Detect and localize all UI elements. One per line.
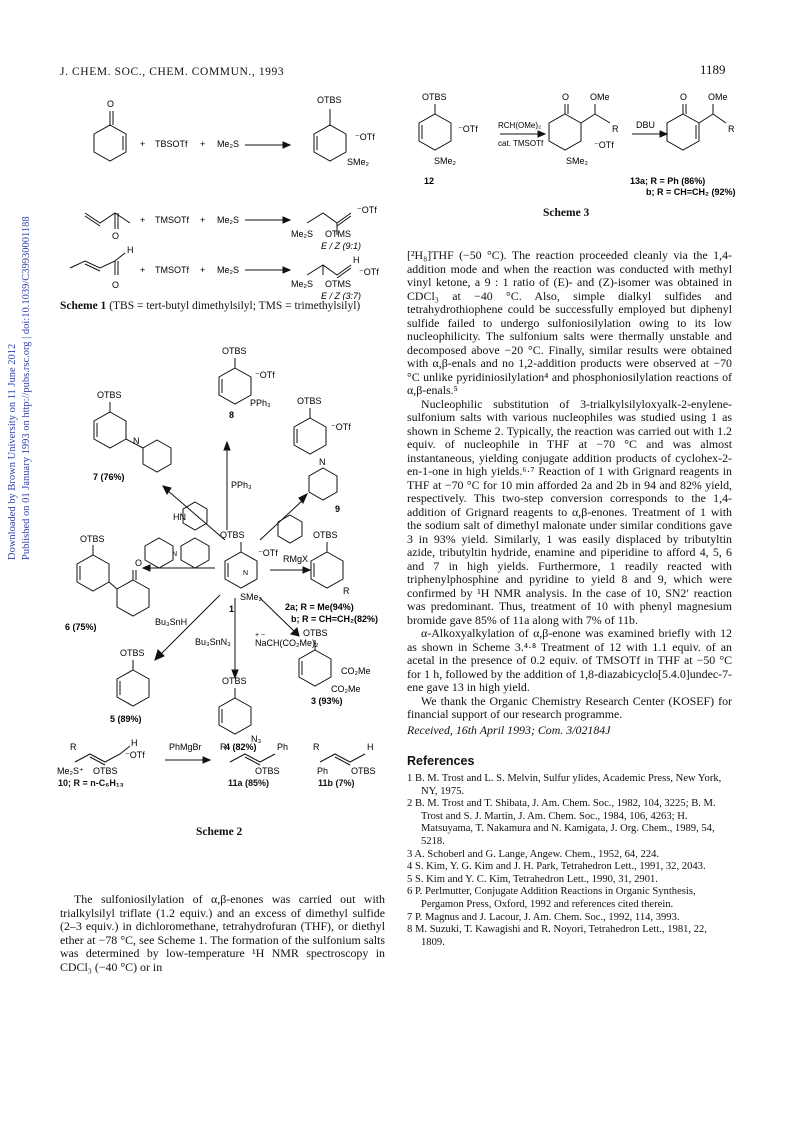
s2-c3-co2me-b: CO₂Me <box>331 684 361 694</box>
s2-c2-otbs: OTBS <box>313 530 338 540</box>
left-paragraph: The sulfoniosilylation of α,β-enones was carried out with trialkylsilyl triflate (1.2 equiv.) and an excess of dimethyl sulfide (2–3 equiv.) in dichloromethane, tetrahydrofuran (THF), or diethyl ether at −78 °C, see Scheme 1. The formation of the sulfonium salts was determined by low-temperature ¹H NMR spectroscopy in CDCl₃ (−40 °C) or in <box>60 892 385 974</box>
s2-c8-otf: ⁻OTf <box>255 370 275 380</box>
received-line: Received, 16th April 1993; Com. 3/02184J <box>407 723 611 737</box>
s2-pyridine-n: N <box>243 570 249 577</box>
s2-c4-otbs: OTBS <box>222 676 247 686</box>
s1-r3-plus1: + <box>140 265 146 275</box>
s1-r1-reagent: TBSOTf <box>155 139 188 149</box>
s3-ome1: OMe <box>590 92 610 102</box>
s2-c6-label: 6 (75%) <box>65 622 97 632</box>
scheme-1-caption-text: (TBS = tert-butyl dimethylsilyl; TMS = trimethylsilyl) <box>109 300 361 312</box>
right-paragraph-1: [²H₈]THF (−50 °C). The reaction proceeded cleanly via the 1,4-addition mode and when the reaction was conducted with methyl vinyl ketone, a 9 : 1 ratio of (E)- and (Z)-isomer was obtained in CDCl₃ at −40 °C. Also, simple dialkyl sulfides and tetrahydrothiophene could be successfully employed but diphenyl sulfide failed to undergo sulfoniosilylation owing to its low nucleophilicity. The sulfonium salts were thermally unstable and decomposed above −20 °C. Finally, similar results were obtained with α,β-enals and no 1,2-addition products were observed at −70 °C unlike pyridiniosilylation⁴ and phosphoniosilylation reactions of α,β-enals.⁵ <box>407 248 732 397</box>
s2-c2-label-b: b; R = CH=CH₂(82%) <box>291 614 379 624</box>
reference-item: 1 B. M. Trost and L. S. Melvin, Sulfur ylides, Academic Press, New York, NY, 1975. <box>407 773 722 797</box>
s2-c3-charge: + − <box>255 632 266 639</box>
s2-label-11a: 11a (85%) <box>228 778 270 788</box>
s2-b-otbs3: OTBS <box>351 766 376 775</box>
s2-c2-label-a: 2a; R = Me(94%) <box>285 602 354 612</box>
s3-o1: O <box>562 92 570 102</box>
s1-r3-ratio: E / Z (3:7) <box>321 291 362 300</box>
s3-otf: ⁻OTf <box>458 124 478 134</box>
s2-b-r: R <box>70 742 77 752</box>
scheme-2-caption: Scheme 2 <box>196 826 243 838</box>
s2-b-otf: ⁻OTf <box>125 750 145 760</box>
s2-c3-reagent: NaCH(CO₂Me)₂ <box>255 638 319 648</box>
s2-b-r3: R <box>313 742 320 752</box>
s2-c3-otbs: OTBS <box>303 628 328 638</box>
s1-r1-plus2: + <box>200 139 206 149</box>
s2-c5-reagent: Bu₃SnH <box>155 617 188 627</box>
s2-c7-reagent: HN <box>173 512 186 522</box>
s3-num12: 12 <box>424 176 435 186</box>
s2-c5-otbs: OTBS <box>120 648 145 658</box>
scheme-3-diagram <box>410 82 740 197</box>
reference-item: 5 S. Kim and Y. C. Kim, Tetrahedron Lett., 1990, 31, 2901. <box>407 873 658 885</box>
s2-c4-reagent: Bu₃SnN₃ <box>195 637 231 647</box>
s2-b-h2: H <box>367 742 374 752</box>
right-paragraph-4: We thank the Organic Chemistry Research Center (KOSEF) for financial support of our research programme. <box>407 693 732 721</box>
s2-b-ph2: Ph <box>317 766 329 775</box>
s2-label-10: 10; R = n-C₆H₁₃ <box>58 778 124 788</box>
s1-r1-otf: ⁻OTf <box>355 132 375 142</box>
scheme-1-label: Scheme 1 <box>60 300 107 312</box>
s1-r1-sme2: SMe₂ <box>347 157 369 167</box>
s2-c9-otbs: OTBS <box>297 396 322 406</box>
s1-r3-plus2: + <box>200 265 206 275</box>
s1-r3-otms: OTMS <box>325 279 351 289</box>
s1-r2-ratio: E / Z (9:1) <box>321 241 362 251</box>
s2-c7-n: N <box>133 436 140 446</box>
s2-c3-label: 3 (93%) <box>311 696 343 706</box>
s3-otbs: OTBS <box>422 92 447 102</box>
s2-c7-otbs: OTBS <box>97 390 122 400</box>
s3-reagent-bot: cat. TMSOTf <box>498 139 544 148</box>
s2-c2-reagent: RMgX <box>283 554 309 564</box>
s2-c3-co2me-a: CO₂Me <box>341 666 371 676</box>
s1-r1-otbs: OTBS <box>317 95 342 105</box>
s1-r2-otms: OTMS <box>325 229 351 239</box>
sidebar-line-1: Downloaded by Brown University on 11 June 2012 <box>7 343 18 560</box>
scheme-3-caption: Scheme 3 <box>543 207 590 219</box>
s1-r2-o: O <box>112 231 120 241</box>
s2-b-otbs2: OTBS <box>255 766 280 775</box>
s2-c9-num: 9 <box>335 504 341 514</box>
s2-b-otbs: OTBS <box>93 766 118 775</box>
s2-c6-o: O <box>135 558 143 568</box>
s2-c1-num: 1 <box>229 604 235 614</box>
s1-r3-h-prod: H <box>353 255 360 265</box>
reference-item: 2 B. M. Trost and T. Shibata, J. Am. Chem. Soc., 1982, 104, 3225; B. M. Trost and S. J. Martin, J. Am. Chem. Soc., 1984, 106, 4263; H. Matsuyama, T. Nakamura and N. Kamigata, J. Org. Chem., 1989, 54, 5218. <box>407 798 716 847</box>
s2-c9-n: N <box>319 457 326 467</box>
s2-b-ph: Ph <box>277 742 289 752</box>
s2-b-r2: R <box>220 742 227 752</box>
s1-r3-reagent: TMSOTf <box>155 265 189 275</box>
s1-r1-sulfide: Me₂S <box>217 139 239 149</box>
s3-r2: R <box>728 124 735 134</box>
s3-label-13a: 13a; R = Ph (86%) <box>630 176 706 186</box>
s3-reagent-top: RCH(OMe)₂ <box>498 121 542 130</box>
reference-item: 8 M. Suzuki, T. Kawagishi and R. Noyori, Tetrahedron Lett., 1981, 22, 1809. <box>407 924 707 948</box>
s2-c8-reagent: PPh₃ <box>231 480 252 490</box>
s2-b-reagent: PhMgBr <box>169 742 202 752</box>
s1-r3-h: H <box>127 245 134 255</box>
s1-r1-o: O <box>107 99 115 109</box>
s1-r3-otf: ⁻OTf <box>359 267 379 277</box>
s2-c6-n: N <box>172 551 178 558</box>
s2-c8-pph3: PPh₃ <box>250 398 271 408</box>
left-column-text <box>60 893 385 974</box>
s2-c1-otbs: OTBS <box>220 530 245 540</box>
right-column-text <box>407 249 732 722</box>
s2-c4-n3: N₃ <box>251 734 262 744</box>
s2-c8-num: 8 <box>229 410 235 420</box>
right-paragraph-3: α-Alkoxyalkylation of α,β-enone was examined briefly with 12 as shown in Scheme 3.⁴·⁸ Treatment of 12 with 1.1 equiv. of an acetal in the presence of 0.2 equiv. of TMSOTf in THF at −50 °C for 1 h, followed by the addition of 1,8-diazabicyclo[5.4.0]undec-7-ene gave 13 in high yield. <box>407 626 732 694</box>
s3-label-13b: b; R = CH=CH₂ (92%) <box>646 187 736 197</box>
scheme-2-diagram <box>55 330 395 775</box>
s3-dbu: DBU <box>636 120 656 130</box>
s1-r3-sulfide: Me₂S <box>217 265 239 275</box>
reference-item: 6 P. Perlmutter, Conjugate Addition Reactions in Organic Synthesis, Pergamon Press, Oxford, 1992 and references cited therein. <box>407 886 696 910</box>
s2-c5-label: 5 (89%) <box>110 714 142 724</box>
s2-c6-otbs: OTBS <box>80 534 105 544</box>
s3-sme2-2: SMe₂ <box>566 156 588 166</box>
sidebar-line-2: Published on 01 January 1993 on http://pubs.rsc.org | doi:10.1039/C39930001188 <box>21 216 32 560</box>
s1-r3-me2s: Me₂S <box>291 279 313 289</box>
s3-ome2: OMe <box>708 92 728 102</box>
s2-c4-label: 4 (82%) <box>225 742 257 752</box>
s2-c8-otbs: OTBS <box>222 346 247 356</box>
running-header: J. CHEM. SOC., CHEM. COMMUN., 1993 <box>60 66 285 78</box>
s1-r1-plus1: + <box>140 139 146 149</box>
s1-r2-sulfide: Me₂S <box>217 215 239 225</box>
s2-c7-label: 7 (76%) <box>93 472 125 482</box>
reference-item: 4 S. Kim, Y. G. Kim and J. H. Park, Tetrahedron Lett., 1991, 32, 2043. <box>407 861 706 873</box>
scheme-1-caption <box>60 300 390 312</box>
s2-b-h: H <box>131 738 138 748</box>
s1-r3-o: O <box>112 280 120 290</box>
references-heading: References <box>407 754 475 768</box>
s2-label-11b: 11b (7%) <box>318 778 355 788</box>
s2-c2-r: R <box>343 586 350 596</box>
right-paragraph-2: Nucleophilic substitution of 3-trialkylsilyloxyalk-2-enylene-sulfonium salts with various nucleophiles was studied using 1 as shown in Scheme 2. Typically, the reaction was carried out with 1.2 equiv. of nucleophile in THF at −70 °C and was almost instantaneous, yielding conjugate addition products of cyclohex-2-en-1-one in high yields.⁶·⁷ Reaction of 1 with Grignard reagents in THF at −70 °C for 10 min afforded 2a and 2b in 94 and 82% yield, respectively. This two-step conversion corresponds to the 1,4-addition of Grignard reagents to α,β-enones. Treatment of 1 with the sodium salt of dimethyl malonate under similar conditions gave 3 in 93% yield. Similarly, 1 was easily displaced by tributyltin azide, tributyltin hydride, enamine and piperidine to afford 4, 5, 6 and 7 in high yields. Furthermore, 1 readily reacted with triphenylphosphine and pyridine to yield 8 and 9, which were confirmed by ¹H NMR analysis. In the case of 10, SN2′ reaction was predominant. Thus, treatment of 10 with phenyl magnesium bromide gave 85% of 11a along with 7% of 11b. <box>407 396 732 627</box>
s2-c9-otf: ⁻OTf <box>331 422 351 432</box>
s1-r2-reagent: TMSOTf <box>155 215 189 225</box>
s1-r2-otf: ⁻OTf <box>357 205 377 215</box>
s2-b-me2s: Me₂S⁺ <box>57 766 84 775</box>
s3-otf2: ⁻OTf <box>594 140 614 150</box>
page-number: 1189 <box>700 62 726 77</box>
references-list <box>407 773 732 949</box>
reference-item: 7 P. Magnus and J. Lacour, J. Am. Chem. Soc., 1992, 114, 3993. <box>407 911 680 923</box>
s1-r2-plus2: + <box>200 215 206 225</box>
s3-r1: R <box>612 124 619 134</box>
s1-r2-plus1: + <box>140 215 146 225</box>
s2-c1-otf: ⁻OTf <box>258 548 278 558</box>
s2-c1-sme2: SMe₂ <box>240 592 262 602</box>
s3-sme2: SMe₂ <box>434 156 456 166</box>
download-sidebar <box>6 216 34 560</box>
reference-item: 3 A. Schoberl and G. Lange, Angew. Chem., 1952, 64, 224. <box>407 848 660 860</box>
s1-r2-me2s: Me₂S <box>291 229 313 239</box>
scheme-1-diagram <box>55 85 390 300</box>
s3-o2: O <box>680 92 688 102</box>
